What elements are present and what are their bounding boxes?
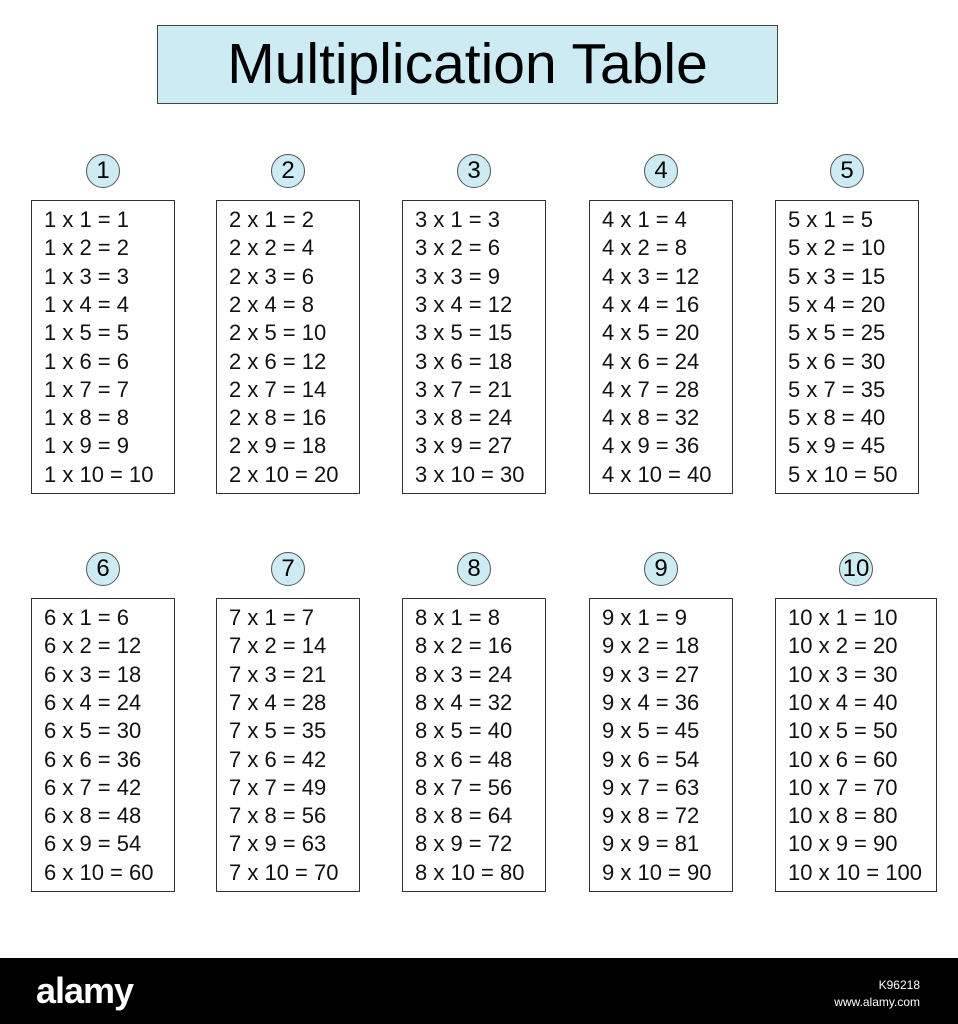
table-line: 6 x 3 = 18 — [44, 661, 142, 687]
table-number-badge: 8 — [457, 552, 491, 586]
table-number-badge: 3 — [457, 154, 491, 188]
table-line: 9 x 5 = 45 — [602, 718, 700, 744]
table-line: 9 x 8 = 72 — [602, 803, 700, 829]
table-line: 4 x 1 = 4 — [602, 207, 688, 232]
table-line: 2 x 6 = 12 — [229, 348, 327, 374]
table-line: 1 x 7 = 7 — [44, 376, 130, 402]
table-line: 2 x 9 = 18 — [229, 433, 327, 459]
table-number-badge: 5 — [830, 154, 864, 188]
table-line: 4 x 8 = 32 — [602, 405, 700, 431]
table-line: 1 x 3 = 3 — [44, 263, 130, 289]
table-line: 1 x 6 = 6 — [44, 348, 130, 374]
table-card — [31, 598, 175, 892]
table-number-badge: 7 — [271, 552, 305, 586]
table-line: 5 x 3 = 15 — [788, 263, 886, 289]
table-line: 5 x 6 = 30 — [788, 348, 886, 374]
footer-url: www.alamy.com — [834, 995, 920, 1009]
table-line: 3 x 10 = 30 — [415, 461, 525, 487]
brand-logo: alamy — [36, 970, 134, 1011]
table-line: 1 x 9 = 9 — [44, 433, 130, 459]
table-line: 1 x 10 = 10 — [44, 461, 154, 487]
table-number-badge: 2 — [271, 154, 305, 188]
table-number-badge: 1 — [86, 154, 120, 188]
table-line: 2 x 8 = 16 — [229, 405, 327, 431]
table-line: 6 x 7 = 42 — [44, 774, 142, 800]
title-banner — [157, 25, 778, 104]
table-line: 10 x 5 = 50 — [788, 718, 898, 744]
table-line: 10 x 10 = 100 — [788, 859, 922, 885]
table-line: 9 x 2 = 18 — [602, 633, 700, 659]
table-line: 7 x 3 = 21 — [229, 661, 327, 687]
table-line: 6 x 8 = 48 — [44, 803, 142, 829]
table-card — [402, 200, 546, 494]
table-line: 10 x 2 = 20 — [788, 633, 898, 659]
table-line: 3 x 7 = 21 — [415, 376, 513, 402]
table-number-badge: 9 — [644, 552, 678, 586]
table-line: 8 x 7 = 56 — [415, 774, 513, 800]
table-line: 1 x 1 = 1 — [44, 207, 130, 232]
table-line: 2 x 4 = 8 — [229, 291, 315, 317]
table-line: 8 x 9 = 72 — [415, 831, 513, 857]
table-line: 8 x 4 = 32 — [415, 689, 513, 715]
table-line: 1 x 4 = 4 — [44, 291, 130, 317]
table-line: 4 x 7 = 28 — [602, 376, 700, 402]
table-line: 10 x 6 = 60 — [788, 746, 898, 772]
table-line: 2 x 10 = 20 — [229, 461, 339, 487]
table-line: 7 x 7 = 49 — [229, 774, 327, 800]
table-line: 7 x 2 = 14 — [229, 633, 327, 659]
table-line: 8 x 10 = 80 — [415, 859, 525, 885]
table-card — [775, 200, 919, 494]
table-line: 5 x 5 = 25 — [788, 320, 886, 346]
table-line: 9 x 4 = 36 — [602, 689, 700, 715]
table-line: 7 x 8 = 56 — [229, 803, 327, 829]
table-line: 3 x 3 = 9 — [415, 263, 501, 289]
table-line: 8 x 8 = 64 — [415, 803, 513, 829]
table-line: 7 x 10 = 70 — [229, 859, 339, 885]
table-line: 2 x 7 = 14 — [229, 376, 327, 402]
table-card — [589, 598, 733, 892]
table-line: 7 x 1 = 7 — [229, 605, 315, 630]
table-line: 5 x 2 = 10 — [788, 235, 886, 261]
table-number-badge: 4 — [644, 154, 678, 188]
table-card — [775, 598, 937, 892]
table-line: 6 x 6 = 36 — [44, 746, 142, 772]
table-card — [589, 200, 733, 494]
footer-bar — [0, 958, 958, 1024]
table-line: 1 x 5 = 5 — [44, 320, 130, 346]
table-line: 9 x 3 = 27 — [602, 661, 700, 687]
table-line: 6 x 10 = 60 — [44, 859, 154, 885]
table-line: 8 x 2 = 16 — [415, 633, 513, 659]
table-line: 10 x 7 = 70 — [788, 774, 898, 800]
table-line: 4 x 6 = 24 — [602, 348, 700, 374]
table-line: 8 x 6 = 48 — [415, 746, 513, 772]
table-line: 6 x 4 = 24 — [44, 689, 142, 715]
table-line: 9 x 6 = 54 — [602, 746, 700, 772]
table-line: 2 x 3 = 6 — [229, 263, 315, 289]
table-line: 6 x 9 = 54 — [44, 831, 142, 857]
table-card — [216, 200, 360, 494]
table-card — [216, 598, 360, 892]
table-line: 9 x 9 = 81 — [602, 831, 700, 857]
table-line: 5 x 4 = 20 — [788, 291, 886, 317]
table-line: 10 x 1 = 10 — [788, 605, 898, 630]
table-line: 2 x 2 = 4 — [229, 235, 315, 261]
table-line: 4 x 9 = 36 — [602, 433, 700, 459]
table-line: 4 x 5 = 20 — [602, 320, 700, 346]
table-card — [402, 598, 546, 892]
table-line: 2 x 5 = 10 — [229, 320, 327, 346]
table-number-badge: 10 — [839, 552, 873, 586]
table-line: 3 x 2 = 6 — [415, 235, 501, 261]
image-id: K96218 — [878, 978, 920, 992]
table-line: 8 x 1 = 8 — [415, 605, 501, 630]
page-title: Multiplication Table — [227, 32, 708, 96]
table-line: 10 x 9 = 90 — [788, 831, 898, 857]
table-line: 7 x 4 = 28 — [229, 689, 327, 715]
table-line: 3 x 8 = 24 — [415, 405, 513, 431]
table-card — [31, 200, 175, 494]
table-line: 2 x 1 = 2 — [229, 207, 315, 232]
table-line: 4 x 10 = 40 — [602, 461, 712, 487]
table-line: 4 x 3 = 12 — [602, 263, 700, 289]
table-line: 5 x 10 = 50 — [788, 461, 898, 487]
table-line: 9 x 10 = 90 — [602, 859, 712, 885]
table-line: 3 x 4 = 12 — [415, 291, 513, 317]
table-line: 3 x 1 = 3 — [415, 207, 501, 232]
table-line: 8 x 3 = 24 — [415, 661, 513, 687]
table-line: 5 x 7 = 35 — [788, 376, 886, 402]
table-line: 3 x 6 = 18 — [415, 348, 513, 374]
table-line: 7 x 6 = 42 — [229, 746, 327, 772]
table-line: 9 x 1 = 9 — [602, 605, 688, 630]
table-line: 10 x 8 = 80 — [788, 803, 898, 829]
table-line: 4 x 4 = 16 — [602, 291, 700, 317]
table-line: 8 x 5 = 40 — [415, 718, 513, 744]
table-line: 5 x 9 = 45 — [788, 433, 886, 459]
table-line: 10 x 4 = 40 — [788, 689, 898, 715]
table-line: 10 x 3 = 30 — [788, 661, 898, 687]
table-line: 6 x 2 = 12 — [44, 633, 142, 659]
table-line: 5 x 8 = 40 — [788, 405, 886, 431]
table-number-badge: 6 — [86, 552, 120, 586]
table-line: 6 x 5 = 30 — [44, 718, 142, 744]
table-line: 6 x 1 = 6 — [44, 605, 130, 630]
table-line: 1 x 2 = 2 — [44, 235, 130, 261]
table-line: 9 x 7 = 63 — [602, 774, 700, 800]
table-line: 7 x 9 = 63 — [229, 831, 327, 857]
table-line: 1 x 8 = 8 — [44, 405, 130, 431]
table-line: 7 x 5 = 35 — [229, 718, 327, 744]
table-line: 3 x 5 = 15 — [415, 320, 513, 346]
table-line: 4 x 2 = 8 — [602, 235, 688, 261]
table-line: 5 x 1 = 5 — [788, 207, 874, 232]
table-line: 3 x 9 = 27 — [415, 433, 513, 459]
